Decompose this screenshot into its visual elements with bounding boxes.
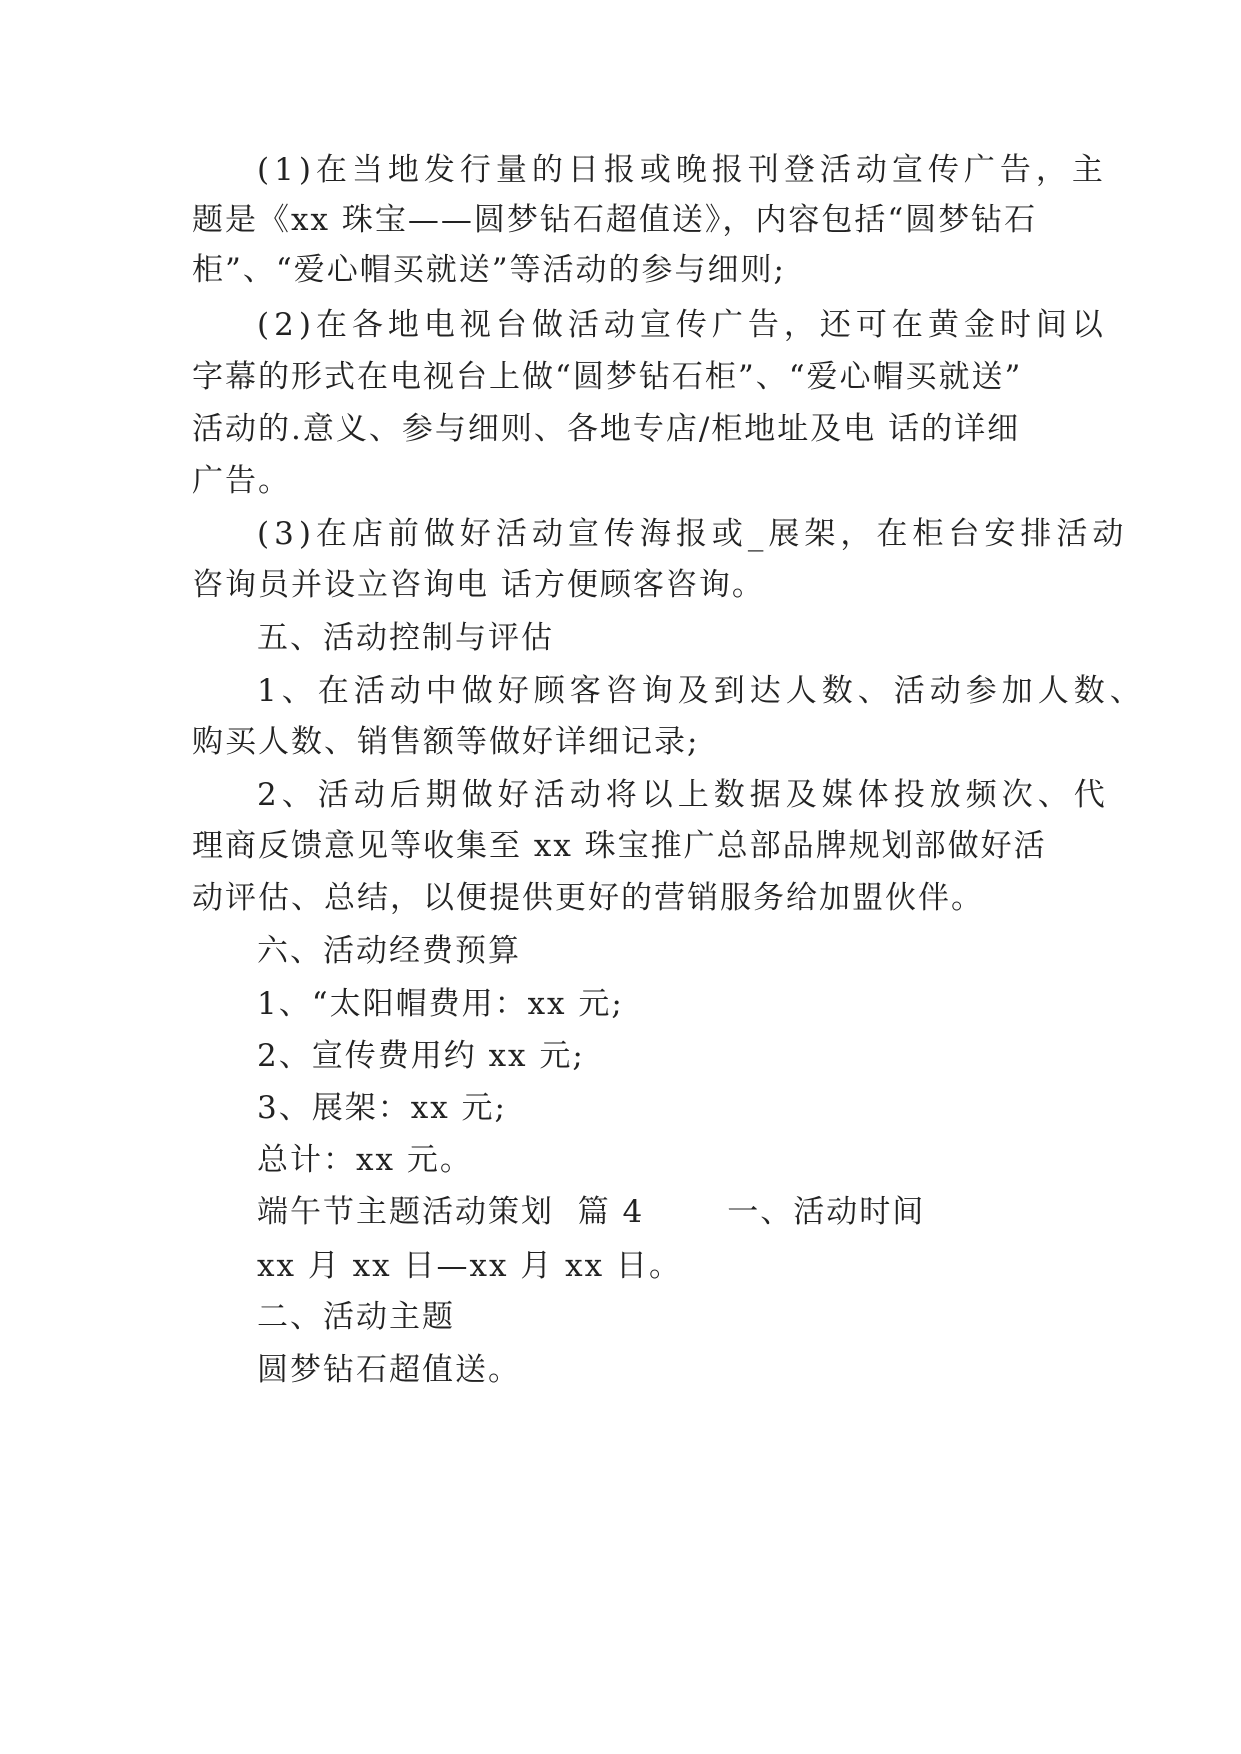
paragraph-line: 题是《xx 珠宝——圆梦钻石超值送》，内容包括“圆梦钻石 (192, 202, 1038, 238)
paragraph-line: 2、活动后期做好活动将以上数据及媒体投放频次、代 (257, 777, 1110, 813)
paragraph-line: 圆梦钻石超值送。 (257, 1352, 521, 1388)
paragraph-line: 广告。 (192, 463, 291, 499)
paragraph-line: xx 月 xx 日—xx 月 xx 日。 (257, 1248, 682, 1284)
paragraph-line: 购买人数、销售额等做好详细记录; (192, 724, 700, 760)
paragraph-line: 动评估、总结，以便提供更好的营销服务给加盟伙伴。 (192, 880, 984, 916)
paragraph-line: 咨询员并设立咨询电 话方便顾客咨询。 (192, 567, 765, 603)
paragraph-line: (1)在当地发行量的日报或晚报刊登活动宣传广告，主 (257, 152, 1108, 188)
paragraph-line: (2)在各地电视台做活动宣传广告，还可在黄金时间以 (257, 307, 1108, 343)
paragraph-line: (3)在店前做好活动宣传海报或_展架，在柜台安排活动 (257, 516, 1129, 552)
budget-item: 1、“太阳帽费用：xx 元; (257, 986, 624, 1022)
paragraph-line: 字幕的形式在电视台上做“圆梦钻石柜”、“爱心帽买就送” (192, 359, 1023, 395)
article-heading: 端午节主题活动策划 篇 4 一、活动时间 (257, 1194, 926, 1230)
section-heading: 六、活动经费预算 (257, 933, 521, 969)
paragraph-line: 柜”、“爱心帽买就送”等活动的参与细则; (192, 252, 786, 288)
paragraph-line: 理商反馈意见等收集至 xx 珠宝推广总部品牌规划部做好活 (192, 828, 1047, 864)
paragraph-line: 1、在活动中做好顾客咨询及到达人数、活动参加人数、 (257, 673, 1146, 709)
budget-total: 总计：xx 元。 (257, 1142, 473, 1178)
paragraph-line: 活动的.意义、参与细则、各地专店/柜地址及电 话的详细 (192, 411, 1021, 447)
budget-item: 2、宣传费用约 xx 元; (257, 1038, 585, 1074)
budget-item: 3、展架：xx 元; (257, 1090, 507, 1126)
section-heading: 二、活动主题 (257, 1299, 455, 1335)
section-heading: 五、活动控制与评估 (257, 620, 554, 656)
